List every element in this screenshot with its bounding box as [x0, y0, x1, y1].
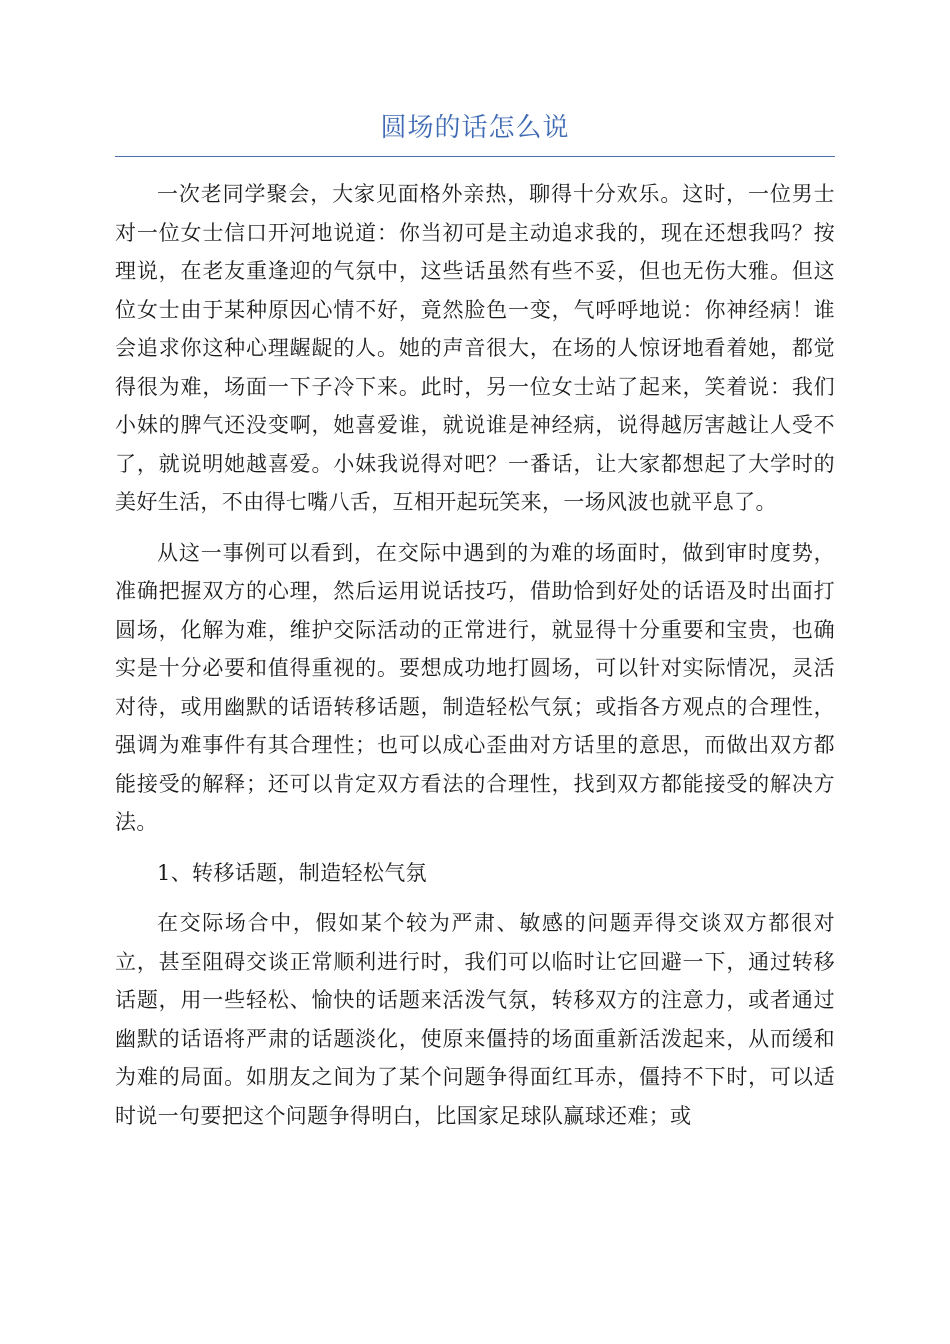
- document-body: [115, 175, 835, 1147]
- paragraph-3: 在交际场合中，假如某个较为严肃、敏感的问题弄得交谈双方都很对立，甚至阻碍交谈正常顺利进行时，我们可以临时让它回避一下，通过转移话题，用一些轻松、愉快的话题来活泼气氛，转移双方的注意力，或者通过幽默的话语将严肃的话题淡化，使原来僵持的场面重新活泼起来，从而缓和为难的局面。如朋友之间为了某个问题争得面红耳赤，僵持不下时，可以适时说一句要把这个问题争得明白，比国家足球队赢球还难；或: [115, 911, 835, 1128]
- section-heading: 1、转移话题，制造轻松气氛: [157, 860, 427, 885]
- paragraph-1: 一次老同学聚会，大家见面格外亲热，聊得十分欢乐。这时，一位男士对一位女士信口开河地说道：你当初可是主动追求我的，现在还想我吗？按理说，在老友重逢迎的气氛中，这些话虽然有些不妥，但也无伤大雅。但这位女士由于某种原因心情不好，竟然脸色一变，气呼呼地说：你神经病！谁会追求你这种心理龌龊的人。她的声音很大，在场的人惊讶地看着她，都觉得很为难，场面一下子冷下来。此时，另一位女士站了起来，笑着说：我们小妹的脾气还没变啊，她喜爱谁，就说谁是神经病，说得越厉害越让人受不了，就说明她越喜爱。小妹我说得对吧？一番话，让大家都想起了大学时的美好生活，不由得七嘴八舌，互相开起玩笑来，一场风波也就平息了。: [115, 182, 835, 514]
- title-area: [115, 110, 835, 157]
- paragraph-2: 从这一事例可以看到，在交际中遇到的为难的场面时，做到审时度势，准确把握双方的心理，然后运用说话技巧，借助恰到好处的话语及时出面打圆场，化解为难，维护交际活动的正常进行，就显得十分重要和宝贵，也确实是十分必要和值得重视的。要想成功地打圆场，可以针对实际情况，灵活对待，或用幽默的话语转移话题，制造轻松气氛；或指各方观点的合理性，强调为难事件有其合理性；也可以成心歪曲对方话里的意思，而做出双方都能接受的解释；还可以肯定双方看法的合理性，找到双方都能接受的解决方法。: [115, 540, 835, 834]
- document-title: 圆场的话怎么说: [380, 113, 570, 143]
